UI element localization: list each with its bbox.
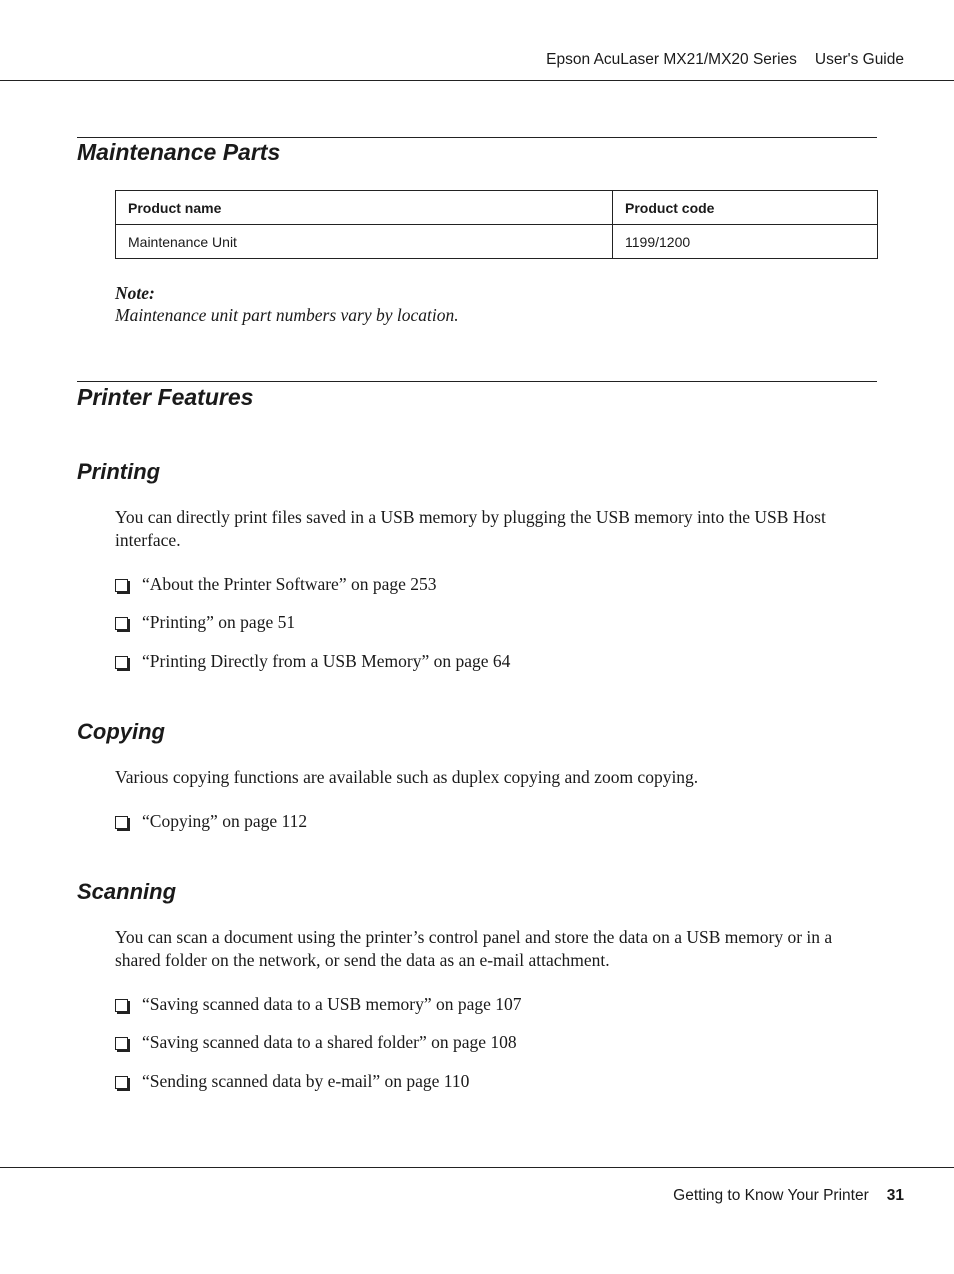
checkbox-bullet-icon xyxy=(115,617,128,630)
checkbox-bullet-icon xyxy=(115,999,128,1012)
link-text[interactable]: “Saving scanned data to a USB memory” on page 107 xyxy=(142,994,522,1014)
list-item[interactable] xyxy=(115,811,307,832)
copying-description: Various copying functions are available such as duplex copying and zoom copying. xyxy=(115,767,699,787)
section-title-features: Printer Features xyxy=(77,384,254,410)
printing-description: You can directly print files saved in a USB memory by plugging the USB memory into the USB Host interface. xyxy=(115,507,826,550)
list-item[interactable] xyxy=(115,1071,469,1092)
list-item[interactable] xyxy=(115,651,510,672)
table-row xyxy=(116,225,878,259)
link-text[interactable]: “About the Printer Software” on page 253 xyxy=(142,574,437,594)
link-text[interactable]: “Printing Directly from a USB Memory” on page 64 xyxy=(142,651,511,671)
checkbox-bullet-icon xyxy=(115,579,128,592)
table-cell: 1199/1200 xyxy=(613,225,878,259)
list-item[interactable] xyxy=(115,994,522,1015)
footer-chapter: Getting to Know Your Printer xyxy=(673,1187,869,1204)
scanning-description: You can scan a document using the printer’s control panel and store the data on a USB memory or in a shared folder on the network, or send the data as an e-mail attachment. xyxy=(115,927,833,970)
section-rule xyxy=(77,137,877,138)
checkbox-bullet-icon xyxy=(115,816,128,829)
link-text[interactable]: “Saving scanned data to a shared folder” on page 108 xyxy=(142,1032,517,1052)
subsection-title-copying: Copying xyxy=(77,719,165,744)
checkbox-bullet-icon xyxy=(115,1076,128,1089)
table-header-row xyxy=(116,191,878,225)
section-rule xyxy=(77,381,877,382)
link-text[interactable]: “Copying” on page 112 xyxy=(142,811,308,831)
list-item[interactable] xyxy=(115,612,295,633)
footer-rule xyxy=(0,1167,954,1168)
note-text: Maintenance unit part numbers vary by location. xyxy=(115,305,459,325)
page-number: 31 xyxy=(886,1187,904,1204)
subsection-title-scanning: Scanning xyxy=(77,879,177,904)
checkbox-bullet-icon xyxy=(115,1037,128,1050)
maintenance-parts-table xyxy=(115,190,878,259)
link-text[interactable]: “Sending scanned data by e-mail” on page 110 xyxy=(142,1071,470,1091)
subsection-title-printing: Printing xyxy=(77,459,161,484)
header-guide: User's Guide xyxy=(814,51,904,68)
page-footer xyxy=(673,1187,904,1205)
checkbox-bullet-icon xyxy=(115,656,128,669)
link-text[interactable]: “Printing” on page 51 xyxy=(142,612,296,632)
page-header xyxy=(546,51,904,69)
header-rule xyxy=(0,80,954,81)
table-header-cell: Product code xyxy=(613,191,878,225)
section-title-maintenance: Maintenance Parts xyxy=(77,139,281,165)
note-label: Note: xyxy=(115,283,155,303)
list-item[interactable] xyxy=(115,1032,517,1053)
header-product: Epson AcuLaser MX21/MX20 Series xyxy=(546,51,797,68)
list-item[interactable] xyxy=(115,574,437,595)
table-cell: Maintenance Unit xyxy=(116,225,613,259)
table-header-cell: Product name xyxy=(116,191,613,225)
